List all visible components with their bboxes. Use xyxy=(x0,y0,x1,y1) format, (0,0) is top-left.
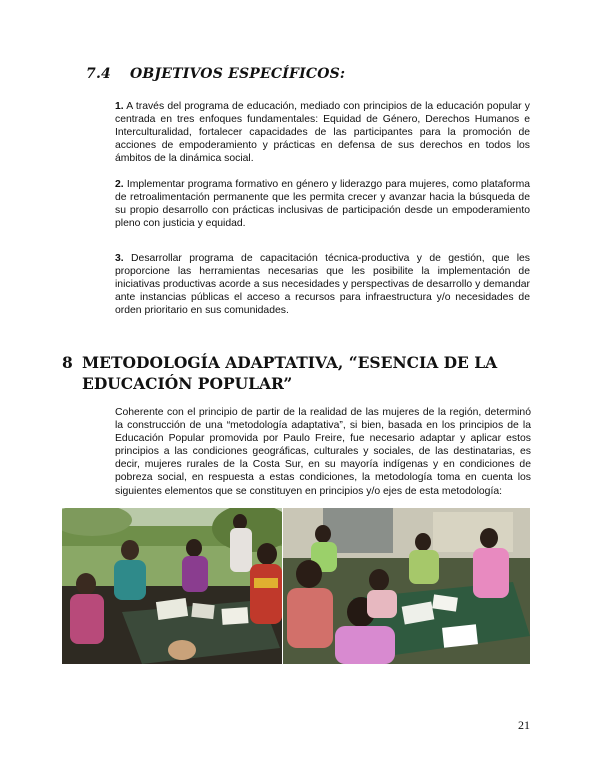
subsection-heading xyxy=(86,66,526,82)
objective-paragraph-2 xyxy=(115,178,530,230)
photo-outdoor-workshop xyxy=(62,508,282,664)
photo-outdoor-workshop-image xyxy=(62,508,282,664)
objective-number: 3. xyxy=(115,253,124,264)
section-body-paragraph: Coherente con el principio de partir de la realidad de las mujeres de la región, determinó la construcción de una “metodología adaptativa”, si bien, basada en los principios de la Educación Popular promovida por Paulo Freire, fue necesario adaptar y aplicar estos principios a las condiciones geográficas, culturales y sociales, de las destinatarias, es decir, mujeres rurales de la Costa Sur, en su mayoría indígenas y en condiciones de pobreza social, en respuesta a estas condiciones, la metodología toma en cuenta los siguientes elementos que se constituyen en principios y/o ejes de esta metodología: xyxy=(115,407,531,497)
objective-number: 2. xyxy=(115,179,124,190)
photo-indoor-workshop-image xyxy=(283,508,530,664)
objective-text: A través del programa de educación, mediado con principios de la educación popular y centrada en tres enfoques fundamentales: Equidad de Género, Derechos Humanos e Interculturalidad, fortalecer capacidades de las participantes para la promoción de acciones de empoderamiento y prácticas en defensa de sus derechos en todos los ámbitos de la dinámica social. xyxy=(115,101,530,165)
objective-paragraph-1 xyxy=(115,100,530,165)
section-heading xyxy=(62,352,532,394)
objective-text: Desarrollar programa de capacitación técnica-productiva y de gestión, que les proporcione las herramientas necesarias que les posibilite la implementación de iniciativas productivas acorde a sus necesidades y perspectivas de desarrollo y demandar ante instancias públicas el acceso a recursos para infraestructura y/o necesidades de orden prioritario en sus comunidades. xyxy=(115,253,531,317)
subsection-number: 7.4 xyxy=(86,66,111,82)
objective-number: 1. xyxy=(115,101,124,112)
subsection-title: OBJETIVOS ESPECÍFICOS: xyxy=(130,66,346,82)
page-number: 21 xyxy=(518,718,530,732)
section-number: 8 xyxy=(62,353,73,372)
photo-indoor-workshop xyxy=(283,508,530,664)
section-title: METODOLOGÍA ADAPTATIVA, “ESENCIA DE LA EDUCACIÓN POPULAR” xyxy=(82,353,498,393)
objective-paragraph-3 xyxy=(115,252,530,317)
objective-text: Implementar programa formativo en género y liderazgo para mujeres, como plataforma de retroalimentación permanente que les permita crecer y avanzar hacia la búsqueda de su propio desarrollo con prácticas inclusivas de participación desde un empoderamiento pleno con justicia y equidad. xyxy=(115,179,530,230)
